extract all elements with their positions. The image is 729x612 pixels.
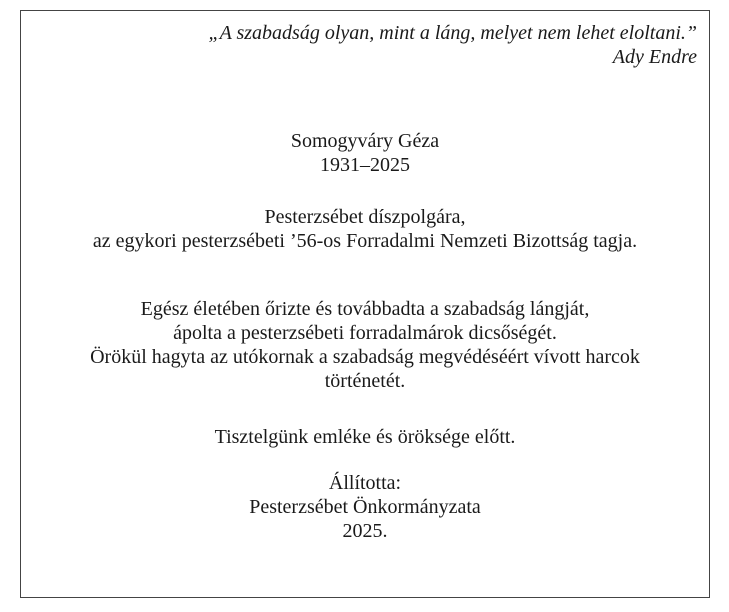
title-line: az egykori pesterzsébeti ’56-os Forradalmi Nemzeti Bizottság tagja. xyxy=(92,230,638,252)
titles-block xyxy=(21,205,709,253)
tribute-line: Örökül hagyta az utókornak a szabadság megvédéséért vívott harcok xyxy=(90,346,640,368)
epigraph xyxy=(209,21,697,69)
tribute-line: ápolta a pesterzsébeti forradalmárok dicsőségét. xyxy=(173,322,557,344)
erected-year: 2025. xyxy=(342,520,388,542)
tribute-line: történetét. xyxy=(324,370,406,392)
person-years: 1931–2025 xyxy=(320,154,410,176)
person-name: Somogyváry Géza xyxy=(290,130,440,152)
plaque-frame xyxy=(20,10,710,598)
erected-label: Állította: xyxy=(328,472,402,494)
erected-block xyxy=(21,471,709,543)
erected-by: Pesterzsébet Önkormányzata xyxy=(249,496,481,518)
tribute-line: Egész életében őrizte és továbbadta a szabadság lángját, xyxy=(140,298,590,320)
homage-block xyxy=(21,425,709,449)
person-block xyxy=(21,129,709,177)
title-line: Pesterzsébet díszpolgára, xyxy=(264,206,466,228)
homage-line: Tisztelgünk emléke és öröksége előtt. xyxy=(214,426,516,448)
quote-author: Ady Endre xyxy=(612,46,697,68)
tribute-block xyxy=(21,297,709,393)
quote-text: „A szabadság olyan, mint a láng, melyet nem lehet eloltani.” xyxy=(208,22,697,44)
